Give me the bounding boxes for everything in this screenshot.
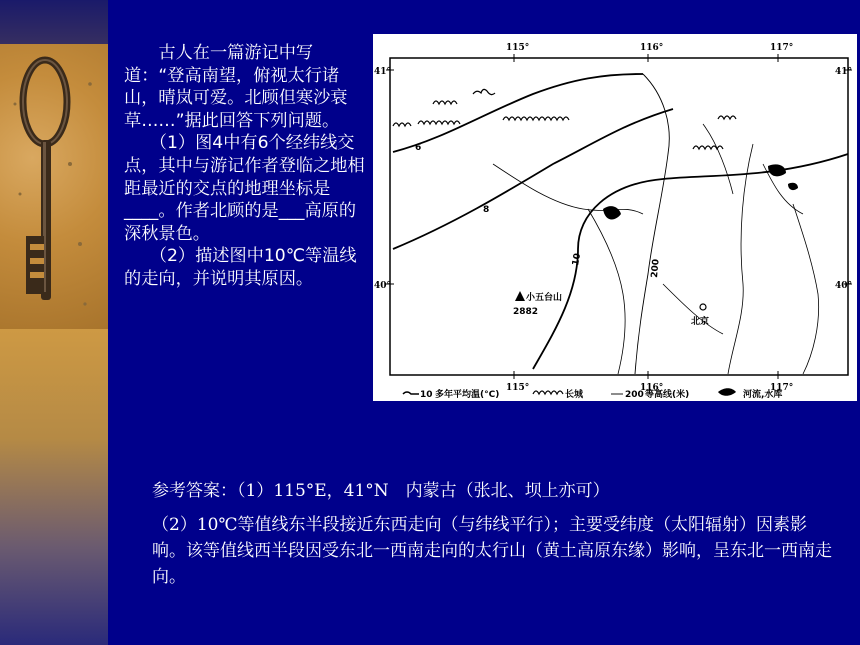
legend-river-label: 河流,水库: [743, 390, 783, 400]
answer-part-1: 参考答案：（1）115°E，41°N 内蒙古（张北、坝上亦可）: [152, 481, 610, 501]
isotherm-map: [373, 34, 857, 401]
question-intro: 古人在一篇游记中写道：“登高南望，俯视太行诸山，晴岚可爱。北顾但寒沙衰草……”据此回答下列问题。: [124, 43, 348, 131]
contour-label-200: 200: [650, 258, 662, 279]
lon-top-116: 116°: [640, 43, 664, 53]
question-part-1: （1）图4中有6个经纬线交点，其中与游记作者登临之地相距最近的交点的地理坐标是____。作者北顾的是___高原的深秋景色。: [124, 133, 365, 244]
isotherm-label-10: 10: [571, 252, 584, 267]
rivers: [493, 124, 819, 374]
antique-key-image: [0, 44, 108, 329]
lat-left-40: 40°: [374, 281, 392, 291]
lat-left-41: 41°: [374, 67, 392, 77]
peak-height: 2882: [513, 307, 539, 317]
peak-name: 小五台山: [526, 293, 563, 303]
lat-right-40: 40°: [835, 281, 853, 291]
lat-right-41: 41°: [835, 67, 853, 77]
key-icon: [0, 44, 108, 329]
lon-top-115: 115°: [506, 43, 530, 53]
map-legend: [403, 388, 782, 400]
map-frame: [390, 58, 848, 375]
city-beijing: 北京: [691, 317, 710, 327]
answer-part-2: （2）10℃等值线东半段接近东西走向（与纬线平行）；主要受纬度（太阳辐射）因素影响。该等值线西半段因受东北一西南走向的太行山（黄土高原东缘）影响，呈东北一西南走向。: [152, 515, 832, 587]
answer-text: [152, 478, 837, 598]
legend-isotherm-label: 多年平均温(°C): [435, 390, 500, 400]
legend-contour-label: 等高线(米): [645, 390, 690, 400]
lon-top-117: 117°: [770, 43, 794, 53]
isotherm-label-6: 6: [415, 143, 422, 153]
reservoirs: [603, 164, 798, 219]
lon-bottom-115: 115°: [506, 383, 530, 393]
peak-marker-icon: [515, 291, 525, 301]
map-figure: [373, 34, 857, 401]
question-text: [124, 42, 368, 291]
great-wall: [393, 89, 736, 149]
question-part-2: （2）描述图中10℃等温线的走向，并说明其原因。: [124, 246, 357, 289]
lon-bottom-116: 116°: [640, 383, 664, 393]
contour-200: [635, 74, 669, 374]
beijing-marker-icon: [700, 304, 706, 310]
legend-contour-value: 200: [625, 390, 644, 400]
isotherm-lines: [393, 74, 848, 369]
legend-wall-label: 长城: [565, 390, 584, 400]
legend-isotherm-value: 10: [420, 390, 433, 400]
isotherm-label-8: 8: [483, 205, 490, 215]
lon-bottom-117: 117°: [770, 383, 794, 393]
